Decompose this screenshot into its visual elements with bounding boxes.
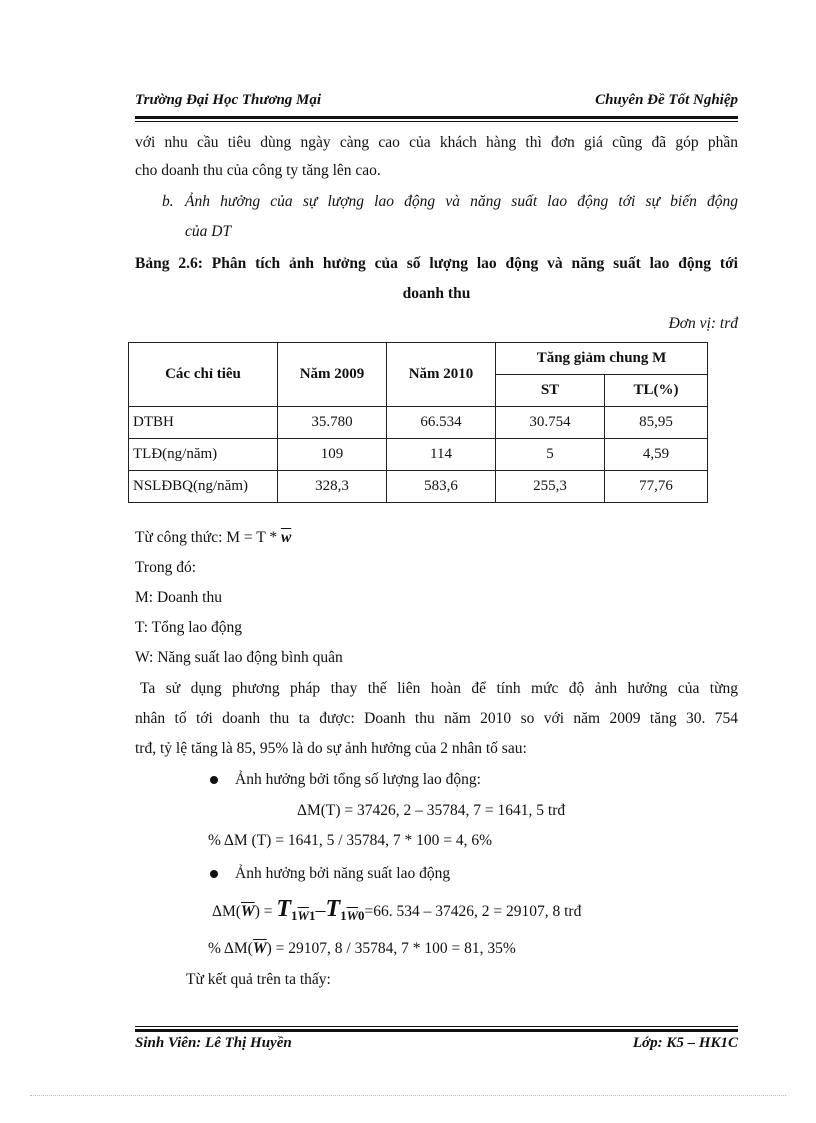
footer-rule-thick [135, 1029, 738, 1032]
eq-w: $\overline{W}$ [240, 903, 255, 920]
th-indicator: Các chỉ tiêu [129, 343, 278, 407]
data-table [128, 342, 708, 503]
section-b-line2: của DT [185, 223, 232, 240]
header-rule-thick [135, 116, 738, 119]
conclusion: Từ kết quả trên ta thấy: [186, 971, 331, 988]
formula-line [135, 524, 738, 552]
eq-sub-w1: $\overline{W}$ [297, 908, 309, 924]
formula-w: $\overline{w}$ [280, 529, 292, 546]
th-st: ST [496, 375, 605, 407]
bullet1-text: Ảnh hưởng bởi tổng số lượng lao động: [235, 771, 481, 788]
eq-rhs: =66. 534 – 37426, 2 = 29107, 8 trđ [364, 903, 582, 920]
unit-label: Đơn vị: trđ [668, 315, 738, 332]
cell-2010: 114 [387, 439, 496, 471]
def-m: M: Doanh thu [135, 589, 222, 606]
defs-intro: Trong đó: [135, 559, 197, 576]
eq-t1: T [276, 896, 292, 922]
table-header-row [129, 343, 708, 375]
bullet-dot [210, 870, 218, 878]
footer-rule-thin [135, 1026, 738, 1027]
eq-lhs: ΔM( [212, 903, 241, 920]
eq-sub-w0: $\overline{W}$ [346, 908, 359, 924]
cell-indicator: TLĐ(ng/năm) [129, 439, 278, 471]
para2-line3: trđ, tỷ lệ tăng là 85, 95% là do sự ảnh hưởng của 2 nhân tố sau: [135, 740, 527, 757]
bullet2-eq [212, 896, 581, 924]
cell-2009: 35.780 [278, 407, 387, 439]
table-title-line1: Bảng 2.6: Phân tích ảnh hưởng của số lượng lao động và năng suất lao động tới [135, 255, 738, 272]
footer-class: Lớp: K5 – HK1C [632, 1035, 738, 1051]
table-row [129, 407, 708, 439]
def-w: W: Năng suất lao động bình quân [135, 649, 343, 666]
cell-indicator: DTBH [129, 407, 278, 439]
para1-line1: với nhu cầu tiêu dùng ngày càng cao của khách hàng thì đơn giá cũng đã góp phần [135, 134, 738, 151]
section-b-marker: b. [162, 193, 174, 210]
table-row [129, 439, 708, 471]
cell-st: 255,3 [496, 471, 605, 503]
page-header [135, 92, 738, 114]
bullet1-pct: % ΔM (T) = 1641, 5 / 35784, 7 * 100 = 4, 6% [208, 832, 493, 849]
table-row [129, 471, 708, 503]
bullet2-pct: % $\Delta M(\overline{W}) = 29107$, 8 / 35784, 7 * 100 = 81, 35% [208, 940, 516, 957]
para2-line1: Ta sử dụng phương pháp thay thế liên hoàn để tính mức độ ảnh hưởng của từng [140, 680, 738, 697]
footer-student: Sinh Viên: Lê Thị Huyền [135, 1035, 292, 1051]
section-b-line1: Ảnh hưởng của sự lượng lao động và năng suất lao động tới sự biến động [185, 193, 738, 210]
cell-tl: 77,76 [605, 471, 708, 503]
formula-label: Từ công thức: M = T * [135, 529, 281, 546]
eq-sub1: 1W1 [291, 908, 316, 924]
th-change: Tăng giảm chung M [496, 343, 708, 375]
header-school: Trường Đại Học Thương Mại [135, 92, 322, 108]
bullet2-text: Ảnh hưởng bởi năng suất lao động [235, 865, 451, 882]
para2-line2: nhân tố tới doanh thu ta được: Doanh thu năm 2010 so với năm 2009 tăng 30. 754 [135, 710, 738, 727]
header-rule-thin [135, 121, 738, 122]
th-2009: Năm 2009 [278, 343, 387, 407]
eq-minus: – [315, 899, 326, 921]
table-title-line2: doanh thu [402, 285, 471, 302]
pct-w: $\overline{W}$ [252, 940, 267, 957]
cell-tl: 4,59 [605, 439, 708, 471]
cell-st: 30.754 [496, 407, 605, 439]
cell-st: 5 [496, 439, 605, 471]
cell-2009: 328,3 [278, 471, 387, 503]
th-2010: Năm 2010 [387, 343, 496, 407]
para1-line2: cho doanh thu của công ty tăng lên cao. [135, 162, 381, 179]
page-edge-dotted [30, 1095, 786, 1096]
cell-tl: 85,95 [605, 407, 708, 439]
def-t: T: Tổng lao động [135, 619, 243, 636]
cell-indicator: NSLĐBQ(ng/năm) [129, 471, 278, 503]
cell-2009: 109 [278, 439, 387, 471]
bullet1-eq: ΔM(T) = 37426, 2 – 35784, 7 = 1641, 5 trđ [297, 802, 566, 819]
eq-sub2: 1W0 [340, 908, 365, 924]
cell-2010: 583,6 [387, 471, 496, 503]
eq-t2: T [325, 896, 341, 922]
th-tl: TL(%) [605, 375, 708, 407]
header-title: Chuyên Đề Tốt Nghiệp [595, 92, 738, 108]
bullet-dot [210, 776, 218, 784]
cell-2010: 66.534 [387, 407, 496, 439]
eq-mid: ) = [254, 903, 277, 920]
